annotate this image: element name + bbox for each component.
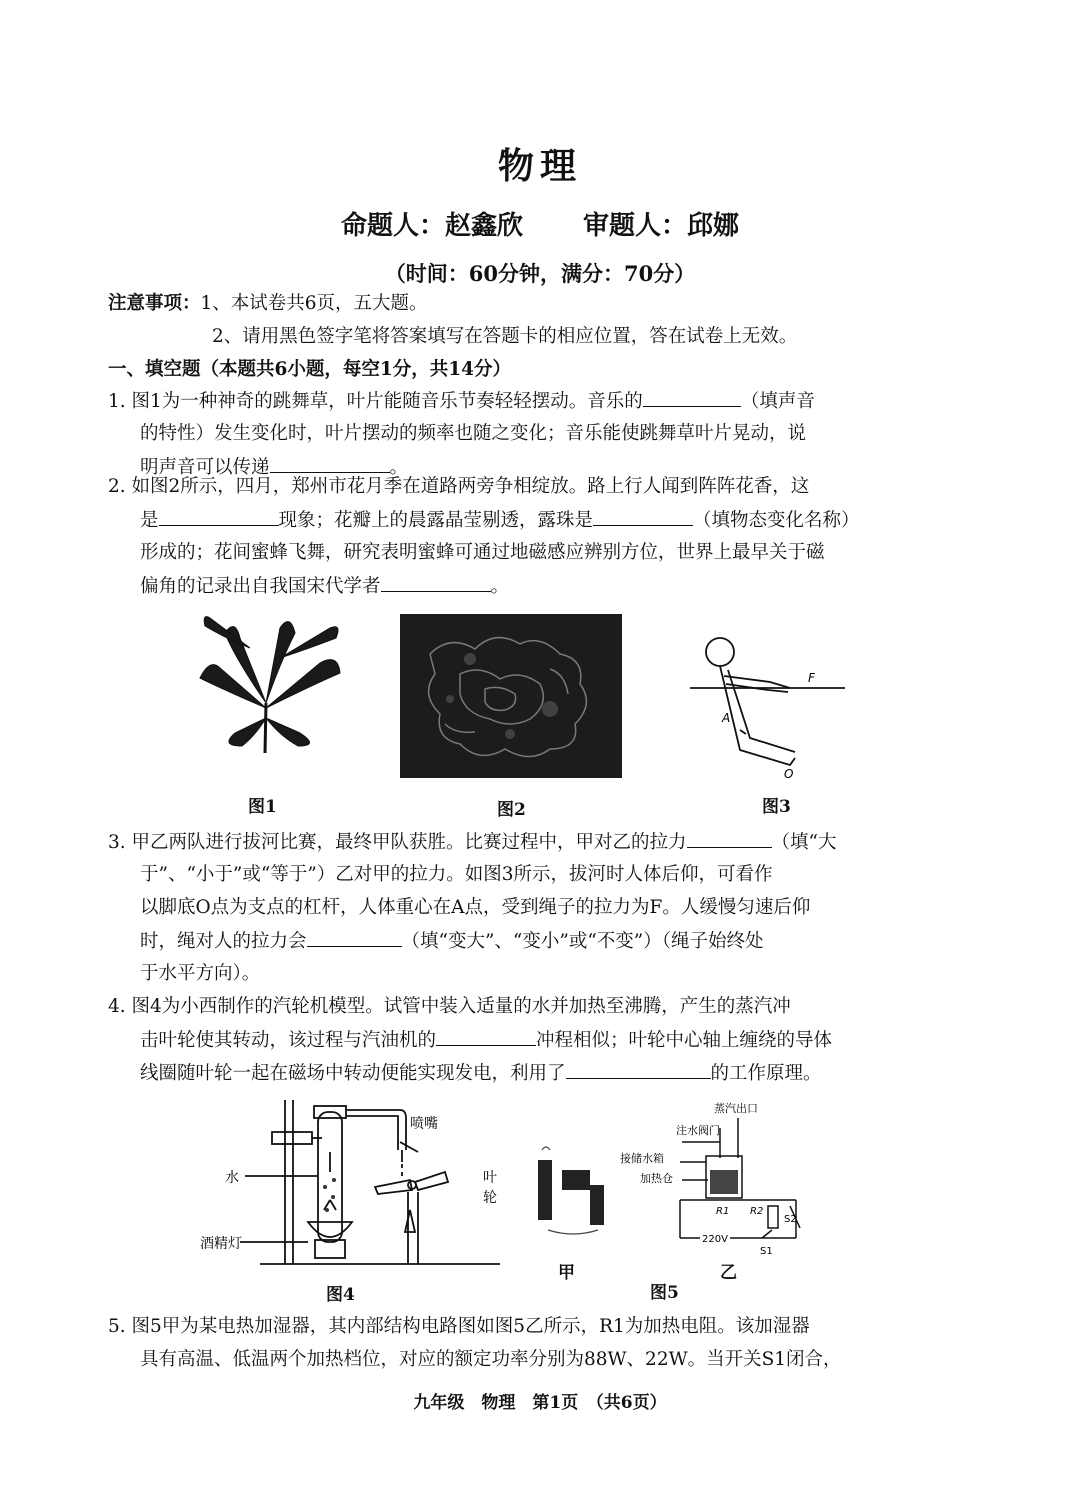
fig3-caption: 图3: [762, 797, 791, 817]
figure-5b-circuit: [620, 1098, 820, 1258]
q3-line-1: [108, 825, 928, 859]
notes-item-1: 1、本试卷共6页，五大题。: [200, 293, 428, 314]
figure-3-tug-of-war: [680, 630, 850, 780]
fig4-label-wheel-2: 轮: [483, 1190, 497, 1206]
fig4-caption: 图4: [326, 1285, 355, 1305]
fig4-label-water: 水: [225, 1170, 239, 1186]
fig5-label-220V: 220V: [702, 1234, 728, 1245]
fig3-label-O: O: [784, 767, 794, 780]
q2-text-b: 现象；花瓣上的晨露晶莹剔透，露珠是: [278, 510, 594, 531]
q3-text-b: （填“大: [771, 832, 837, 853]
q4-line-2: [140, 1023, 960, 1057]
figure-2-flower-photo: [400, 614, 622, 778]
q2-text-e: 。: [490, 576, 510, 597]
fig5-label-yi: 乙: [720, 1263, 737, 1283]
q1-text-c: 明声音可以传递: [140, 457, 270, 478]
q2-text-a: 是: [140, 510, 159, 531]
q3-line-5: 于水平方向）。: [140, 963, 261, 984]
notes-line-2: 2、请用黑色签字笔将答案填写在答题卡的相应位置，答在试卷上无效。: [212, 326, 798, 347]
q3-blank-2[interactable]: [307, 924, 402, 947]
q1-line-2: 的特性）发生变化时，叶片摆动的频率也随之变化；音乐能使跳舞草叶片晃动，说: [140, 423, 807, 444]
fig1-caption: 图1: [248, 797, 277, 817]
q3-text-c: 时，绳对人的拉力会: [140, 931, 307, 952]
q1-line-1: [108, 384, 928, 418]
q3-line-4: [140, 924, 960, 958]
q2-line-4: [140, 569, 960, 603]
q4-blank-1[interactable]: [436, 1023, 536, 1046]
q3-line-3: 以脚底O点为支点的杠杆，人体重心在A点，受到绳子的拉力为F。人缓慢匀速后仰: [140, 897, 811, 918]
fig5-label-jia: 甲: [558, 1263, 575, 1283]
q2-blank-2[interactable]: [593, 503, 693, 526]
q2-line-2: [140, 503, 960, 537]
notes-line-1: [108, 287, 928, 320]
q1-text-b: （填声音: [740, 391, 815, 412]
page-title: 物理: [497, 145, 582, 187]
q2-blank-1[interactable]: [159, 503, 279, 526]
q5-line-2: 具有高温、低温两个加热档位，对应的额定功率分别为88W、22W。当开关S1闭合，: [140, 1349, 842, 1370]
fig5-label-heater: 加热仓: [640, 1172, 673, 1185]
time-info: （时间：60分钟，满分：70分）: [384, 261, 696, 286]
fig4-label-lamp: 酒精灯: [200, 1236, 242, 1252]
fig4-label-nozzle: 喷嘴: [410, 1116, 438, 1132]
q3-text-a: 3. 甲乙两队进行拔河比赛，最终甲队获胜。比赛过程中，甲对乙的拉力: [108, 832, 687, 853]
page-footer: 九年级 物理 第1页 （共6页）: [413, 1393, 667, 1413]
q5-line-1: 5. 图5甲为某电热加湿器，其内部结构电路图如图5乙所示，R1为加热电阻。该加湿器: [108, 1316, 810, 1337]
q2-line-1: 2. 如图2所示，四月，郑州市花月季在道路两旁争相绽放。路上行人闻到阵阵花香，这: [108, 476, 810, 497]
fig5-label-tank: 接储水箱: [620, 1152, 664, 1165]
q4-text-b: 冲程相似；叶轮中心轴上缠绕的导体: [536, 1030, 833, 1051]
fig5-caption: 图5: [650, 1283, 679, 1303]
q2-line-3: 形成的；花间蜜蜂飞舞，研究表明蜜蜂可通过地磁感应辨别方位，世界上最早关于磁: [140, 542, 825, 563]
fig3-label-F: F: [808, 671, 815, 685]
fig3-label-A: A: [722, 711, 731, 725]
q4-blank-2[interactable]: [566, 1056, 711, 1079]
fig5-label-valve: 注水阀门: [676, 1124, 720, 1137]
q4-text-d: 的工作原理。: [710, 1063, 822, 1084]
notes-label: 注意事项：: [108, 293, 201, 314]
q2-text-c: （填物态变化名称）: [693, 510, 860, 531]
q3-line-2: 于”、“小于”或“等于”）乙对甲的拉力。如图3所示，拔河时人体后仰，可看作: [140, 864, 773, 885]
q2-blank-3[interactable]: [381, 569, 491, 592]
q4-text-a: 击叶轮使其转动，该过程与汽油机的: [140, 1030, 437, 1051]
fig2-caption: 图2: [497, 800, 526, 820]
section1-heading: 一、填空题（本题共6小题，每空1分，共14分）: [108, 359, 511, 380]
authors-line: [0, 205, 1080, 242]
q4-text-c: 线圈随叶轮一起在磁场中转动便能实现发电，利用了: [140, 1063, 566, 1084]
q1-text-d: 。: [389, 457, 409, 478]
author-label: 命题人：赵鑫欣: [340, 211, 523, 241]
figure-1-dancing-grass: [180, 608, 350, 756]
q4-line-1: 4. 图4为小西制作的汽轮机模型。试管中装入适量的水并加热至沸腾，产生的蒸汽冲: [108, 996, 791, 1017]
q1-text-a: 1. 图1为一种神奇的跳舞草，叶片能随音乐节奏轻轻摆动。音乐的: [108, 391, 643, 412]
q3-blank-1[interactable]: [687, 825, 772, 848]
fig5-label-S2: S2: [784, 1214, 797, 1225]
fig5-label-R1: R1: [716, 1206, 730, 1217]
q1-blank-1[interactable]: [643, 384, 741, 407]
fig5-label-outlet: 蒸汽出口: [714, 1102, 758, 1115]
q2-text-d: 偏角的记录出自我国宋代学者: [140, 576, 381, 597]
fig4-label-wheel-1: 叶: [483, 1170, 497, 1186]
q4-line-3: [140, 1056, 960, 1090]
reviewer-label: 审题人：邱娜: [583, 211, 740, 241]
figure-5a-humidifier: [528, 1140, 618, 1240]
figure-4-steam-turbine: [200, 1092, 520, 1272]
fig5-label-S1: S1: [760, 1246, 773, 1257]
q3-text-d: （填“变大”、“变小”或“不变”）（绳子始终处: [401, 931, 764, 952]
fig5-label-R2: R2: [750, 1206, 764, 1217]
